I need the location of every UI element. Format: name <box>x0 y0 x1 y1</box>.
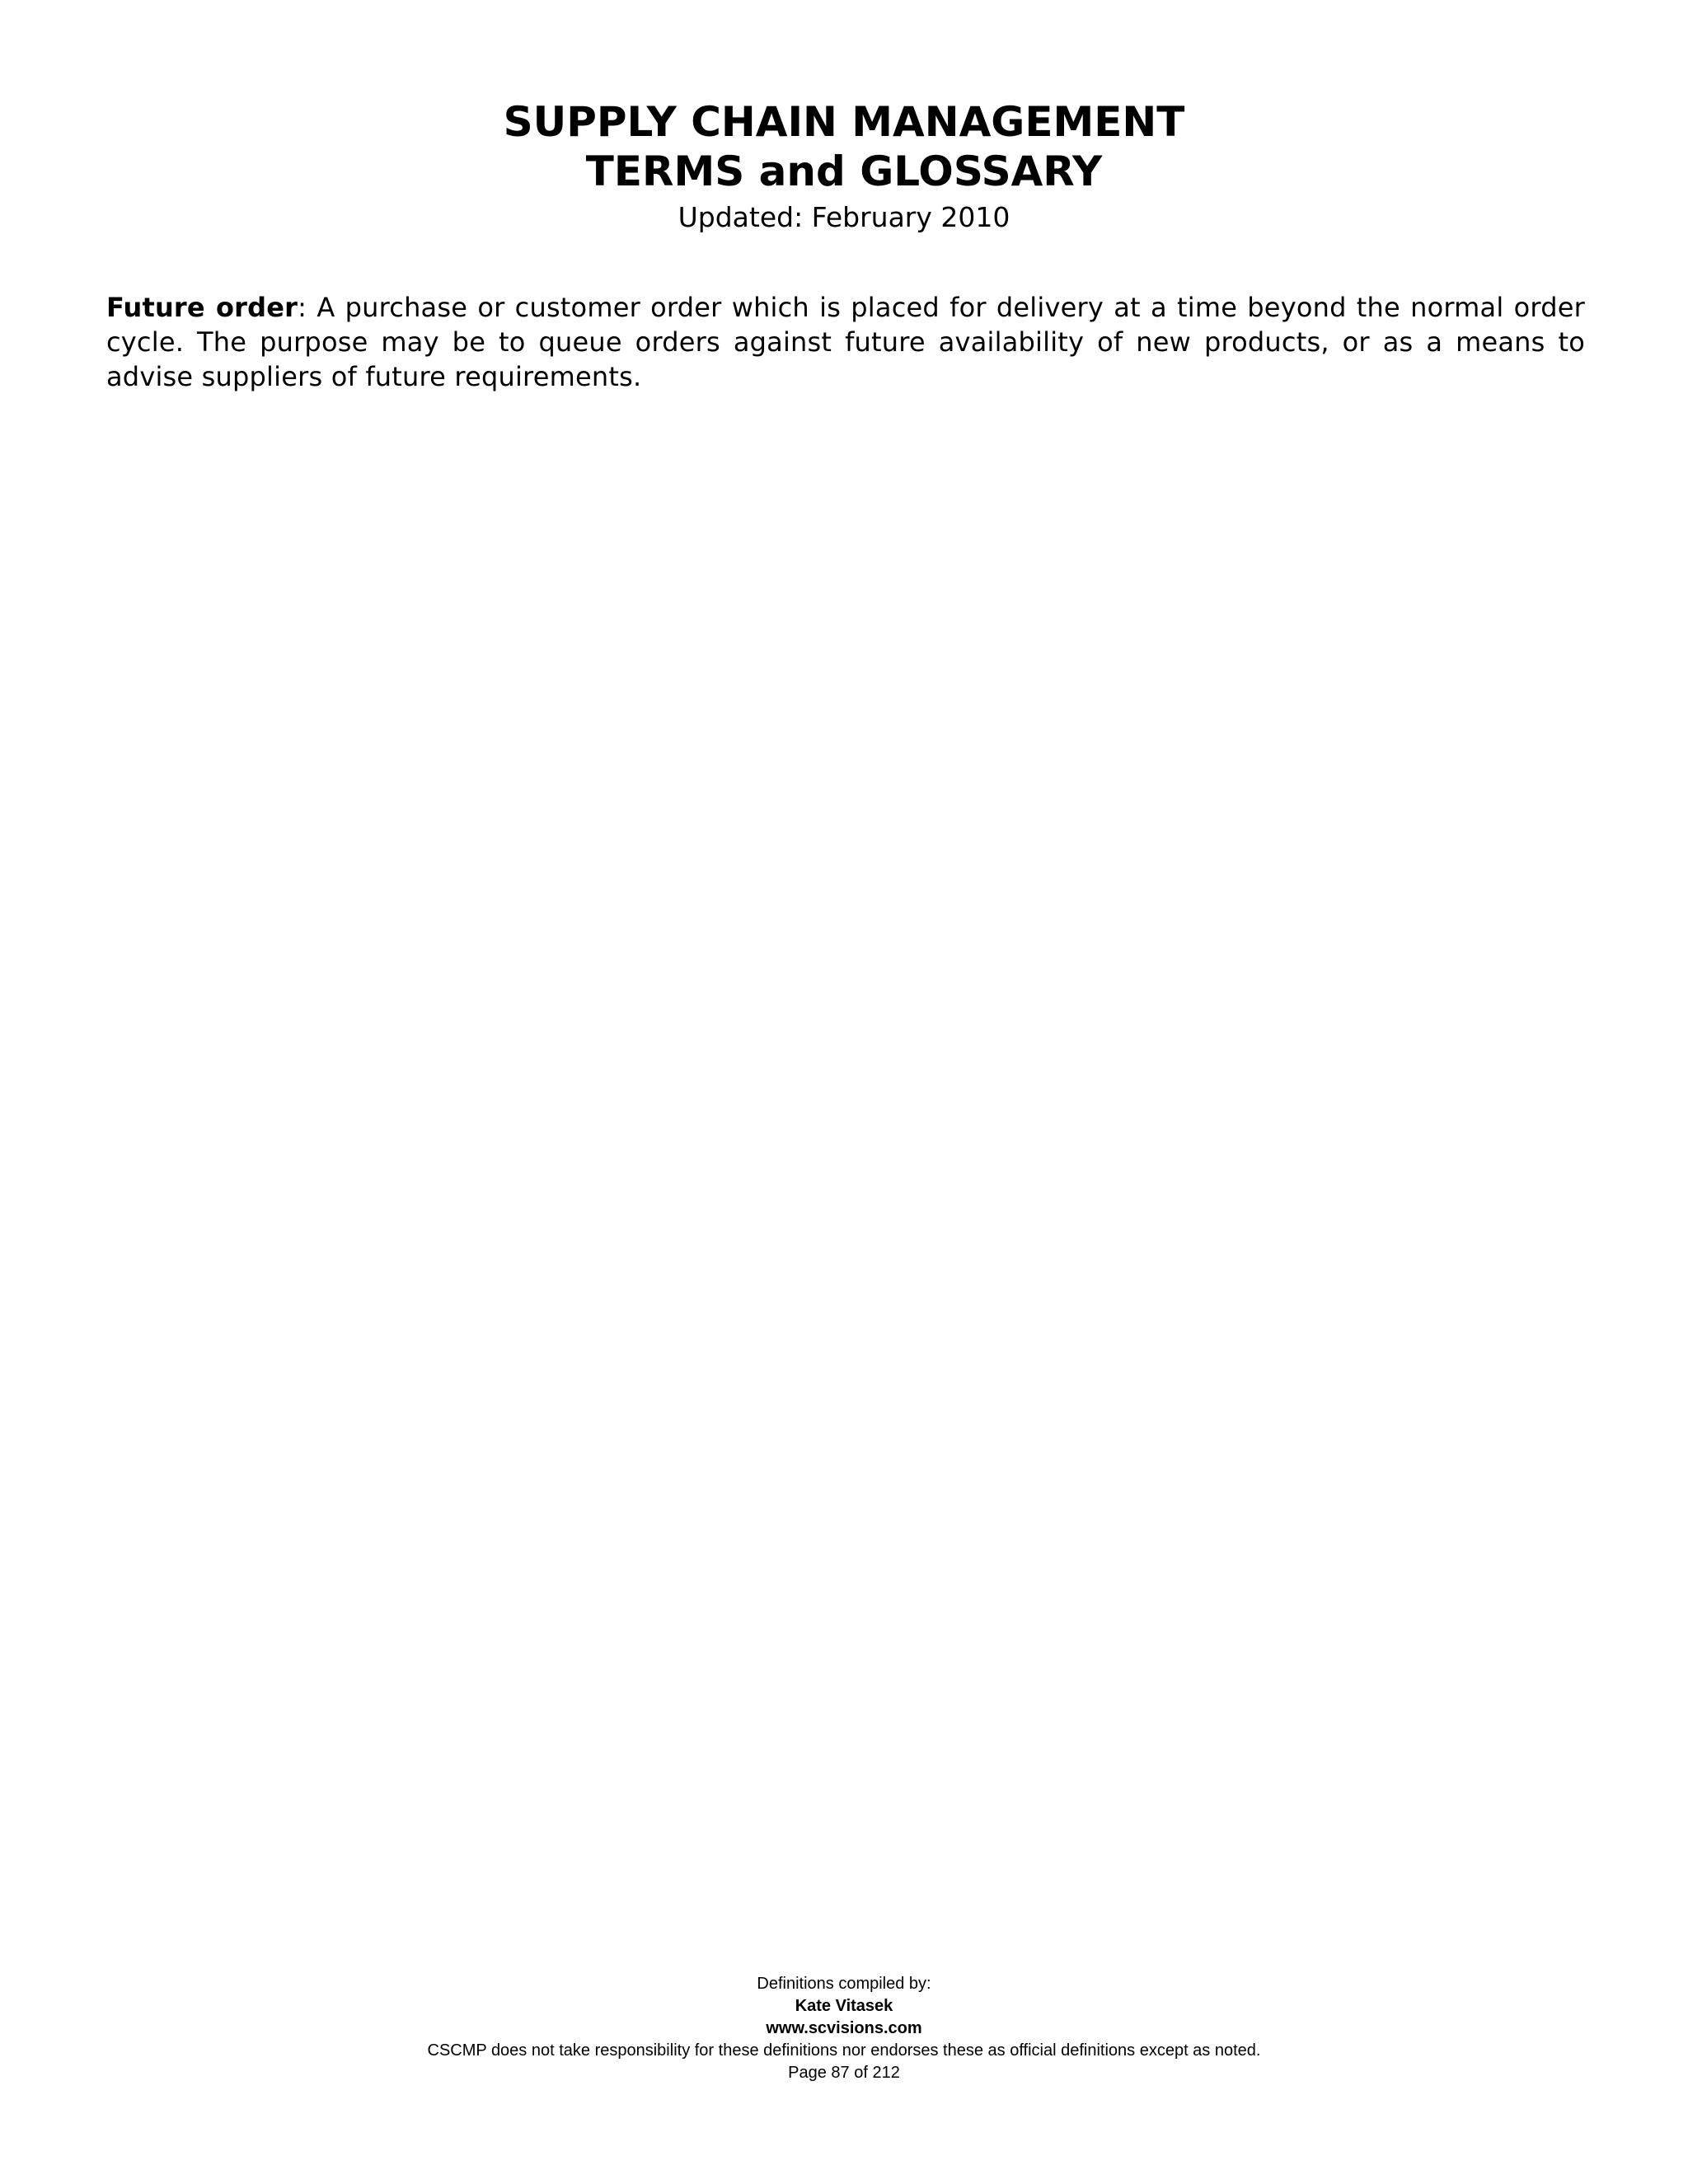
footer-author: Kate Vitasek <box>795 1997 893 2015</box>
glossary-entry <box>106 290 1585 394</box>
glossary-term: Future order <box>106 292 298 323</box>
title-line-2: TERMS and GLOSSARY <box>585 148 1103 195</box>
footer-disclaimer: CSCMP does not take responsibility for these definitions nor endorses these as official definitions except as noted. <box>427 2041 1261 2060</box>
term-separator: : <box>298 292 307 323</box>
title-line-1: SUPPLY CHAIN MANAGEMENT <box>503 98 1185 146</box>
document-footer <box>0 1973 1688 2084</box>
footer-compiled-by: Definitions compiled by: <box>757 1975 931 1993</box>
page-number: Page 87 of 212 <box>788 2064 900 2082</box>
footer-website: www.scvisions.com <box>766 2019 922 2037</box>
document-header <box>0 97 1688 236</box>
glossary-definition: A purchase or customer order which is placed for delivery at a time beyond the normal order cycle. The purpose may be to queue orders against future availability of new products, or as a means to advise suppliers of future requirements. <box>106 292 1585 392</box>
updated-date: Updated: February 2010 <box>678 201 1010 233</box>
